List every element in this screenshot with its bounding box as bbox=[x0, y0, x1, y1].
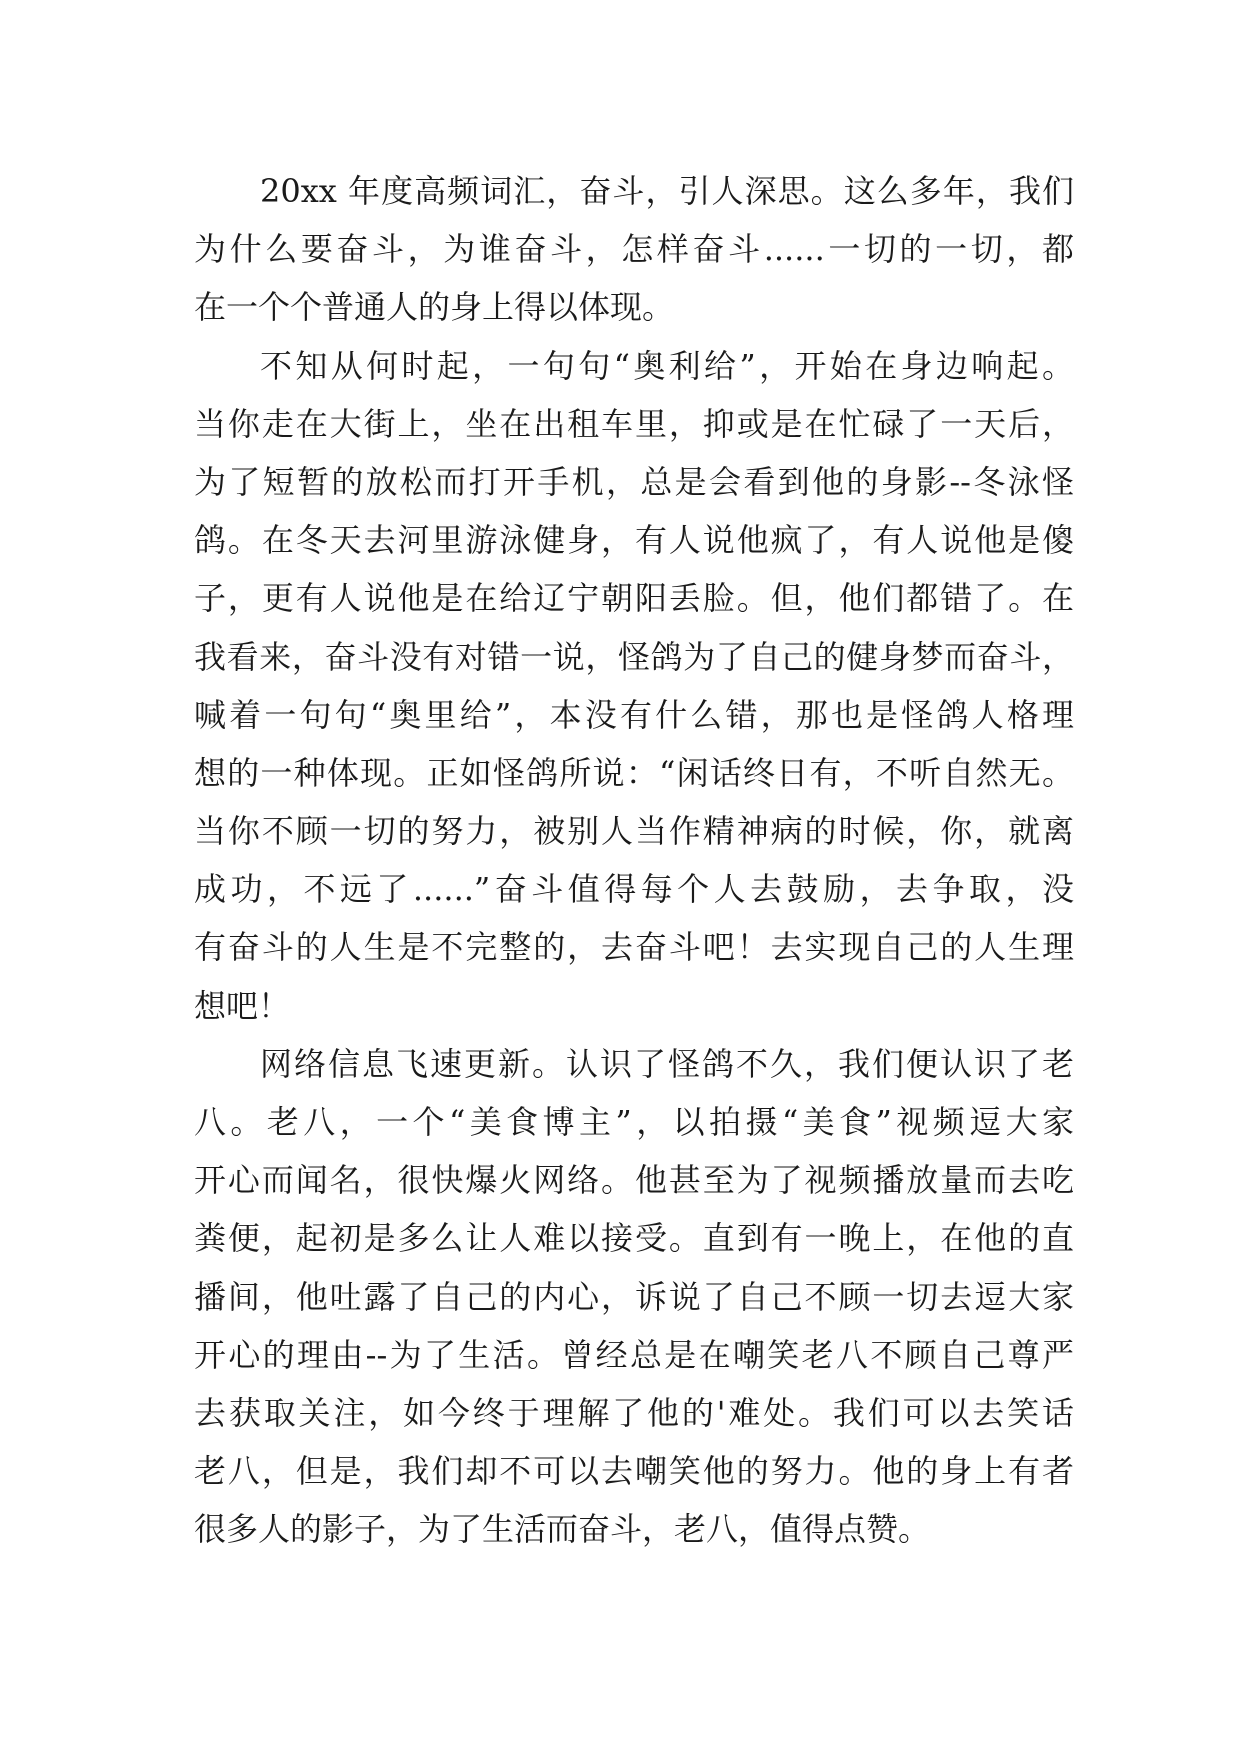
text-line: 成功，不远了......”奋斗值得每个人去鼓励，去争取，没 bbox=[194, 870, 1074, 909]
text-line: 为什么要奋斗，为谁奋斗，怎样奋斗......一切的一切，都 bbox=[194, 230, 1074, 269]
text-line: 想吧！ bbox=[194, 986, 291, 1025]
text-line: 粪便，起初是多么让人难以接受。直到有一晚上，在他的直 bbox=[194, 1219, 1074, 1258]
text-line: 当你不顾一切的努力，被别人当作精神病的时候，你，就离 bbox=[194, 812, 1074, 851]
text-line: 不知从何时起，一句句“奥利给”，开始在身边响起。 bbox=[260, 346, 1074, 385]
text-line: 子，更有人说他是在给辽宁朝阳丢脸。但，他们都错了。在 bbox=[194, 579, 1074, 618]
text-line: 开心的理由--为了生活。曾经总是在嘲笑老八不顾自己尊严 bbox=[194, 1335, 1074, 1374]
text-line: 在一个个普通人的身上得以体现。 bbox=[194, 288, 675, 327]
text-line: 为了短暂的放松而打开手机，总是会看到他的身影--冬泳怪 bbox=[194, 462, 1074, 501]
text-line: 当你走在大街上，坐在出租车里，抑或是在忙碌了一天后， bbox=[194, 404, 1074, 443]
text-line: 鸽。在冬天去河里游泳健身，有人说他疯了，有人说他是傻 bbox=[194, 521, 1074, 560]
text-line: 20xx 年度高频词汇，奋斗，引人深思。这么多年，我们 bbox=[260, 172, 1074, 210]
text-line: 开心而闻名，很快爆火网络。他甚至为了视频播放量而去吃 bbox=[194, 1161, 1074, 1200]
text-line: 八。老八，一个“美食博主”，以拍摄“美食”视频逗大家 bbox=[194, 1103, 1074, 1141]
text-line: 播间，他吐露了自己的内心，诉说了自己不顾一切去逗大家 bbox=[194, 1277, 1074, 1316]
text-line: 去获取关注，如今终于理解了他的'难处。我们可以去笑话 bbox=[194, 1393, 1074, 1432]
paragraph-2 bbox=[194, 337, 1074, 1035]
text-line: 想的一种体现。正如怪鸽所说：“闲话终日有，不听自然无。 bbox=[194, 753, 1074, 792]
document-body bbox=[194, 162, 1074, 1559]
text-line: 喊着一句句“奥里给”，本没有什么错，那也是怪鸽人格理 bbox=[194, 695, 1074, 734]
paragraph-3 bbox=[194, 1035, 1074, 1559]
text-line: 网络信息飞速更新。认识了怪鸽不久，我们便认识了老 bbox=[260, 1044, 1074, 1083]
text-line: 我看来，奋斗没有对错一说，怪鸽为了自己的健身梦而奋斗， bbox=[194, 637, 1074, 676]
text-line: 老八，但是，我们却不可以去嘲笑他的努力。他的身上有者 bbox=[194, 1452, 1074, 1491]
text-line: 很多人的影子，为了生活而奋斗，老八，值得点赞。 bbox=[194, 1510, 931, 1549]
text-line: 有奋斗的人生是不完整的，去奋斗吧！去实现自己的人生理 bbox=[194, 928, 1074, 967]
paragraph-1 bbox=[194, 162, 1074, 337]
